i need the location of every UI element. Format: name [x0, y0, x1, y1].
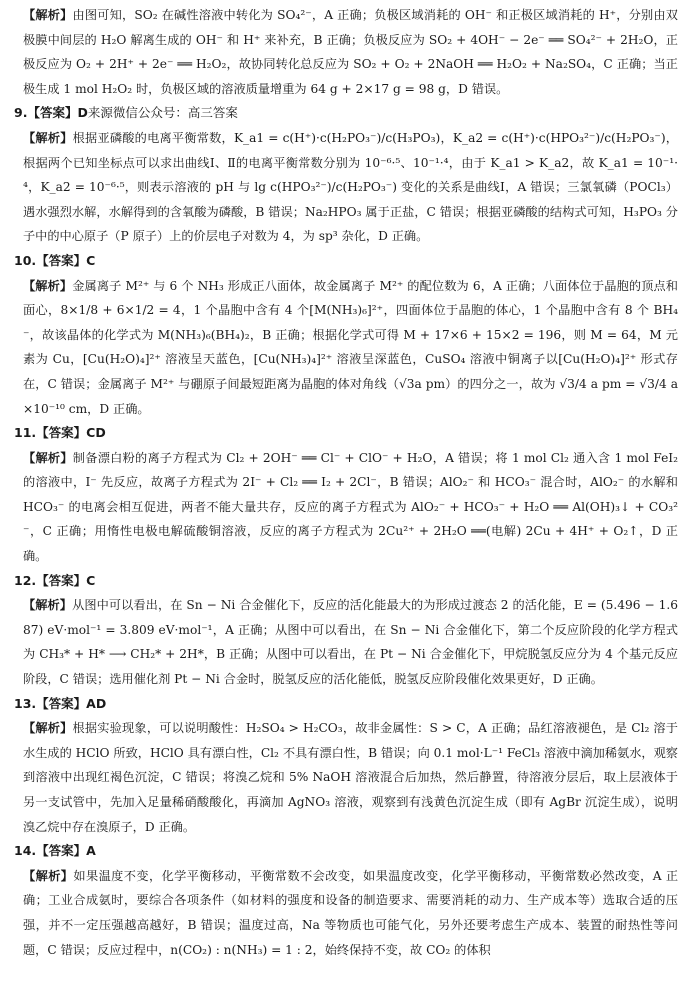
answer-value: CD: [86, 425, 106, 441]
question-number: 14.: [14, 843, 37, 859]
answer-line: [14, 839, 678, 864]
explanation-tag: 【解析】: [23, 721, 73, 736]
answer-tag: 【答案】: [27, 105, 78, 121]
explanation-tag: 【解析】: [23, 598, 73, 613]
answer-value: D: [77, 105, 88, 121]
question-number: 10.: [14, 252, 37, 268]
explanation-text: 根据亚磷酸的电离平衡常数，K_a1 = c(H⁺)·c(H₂PO₃⁻)/c(H₃PO₃)，K_a2 = c(H⁺)·c(HPO₃²⁻)/c(H₂PO₃⁻)，根据两个已知坐标点可以求出曲线Ⅰ、Ⅱ的电离平衡常数分别为 10⁻⁶·⁵、10⁻¹·⁴，由于 K_a1 > K_a2，故 K_a1 = 10⁻¹·⁴，K_a2 = 10⁻⁶·⁵，则表示溶液的 pH 与 lg c(HPO₃²⁻)/c(H₂PO₃⁻) 变化的关系是曲线Ⅰ，A 错误；三氯氧磷（POCl₃）遇水强烈水解，水解得到的含氧酸为磷酸，B 错误；Na₂HPO₃ 属于正盐，C 错误；根据亚磷酸的结构式可知，H₃PO₃ 分子中的中心原子（P 原子）上的价层电子对数为 4，为 sp³ 杂化，D 正确。: [23, 130, 678, 244]
answer-value: A: [86, 843, 96, 859]
explanation-tag: 【解析】: [23, 8, 73, 22]
answer-line: [14, 249, 678, 274]
question-number: 13.: [14, 695, 37, 711]
question-number: 9.: [14, 105, 28, 121]
explanation-text: 从图中可以看出，在 Sn − Ni 合金催化下，反应的活化能最大的为形成过渡态 2 的活化能，E = (5.496 − 1.687) eV·mol⁻¹ = 3.809 eV·mol⁻¹，A 正确；从图中可以看出，在 Sn − Ni 合金催化下，第二个反应阶段的化学方程式为 CH₃* + H* ⟶ CH₂* + 2H*，B 正确；从图中可以看出，在 Pt − Ni 合金催化下，甲烷脱氢反应分为 4 个基元反应阶段，C 错误；选用催化剂 Pt − Ni 合金时，脱氢反应的活化能低，脱氢反应阶段催化效果更好，D 正确。: [23, 598, 678, 687]
explanation-tag: 【解析】: [23, 868, 74, 883]
explanation-text: 由图可知，SO₂ 在碱性溶液中转化为 SO₄²⁻，A 正确；负极区域消耗的 OH⁻ 和正极区域消耗的 H⁺，分别由双极膜中间层的 H₂O 解离生成的 OH⁻ 和 H⁺ 来补充，B 正确；负极反应为 SO₂ + 4OH⁻ − 2e⁻ ══ SO₄²⁻ + 2H₂O，正极反应为 O₂ + 2H⁺ + 2e⁻ ══ H₂O₂，故协同转化总反应为 SO₂ + O₂ + 2NaOH ══ H₂O₂ + Na₂SO₄，C 正确；当正极生成 1 mol H₂O₂ 时，负极区域的溶液质量增重为 64 g + 2×17 g = 98 g，D 错误。: [23, 8, 678, 96]
answer-line: [14, 421, 678, 446]
explanation-text: 金属离子 M²⁺ 与 6 个 NH₃ 形成正八面体，故金属离子 M²⁺ 的配位数为 6，A 正确；八面体位于晶胞的顶点和面心，8×1/8 + 6×1/2 = 4，1 个晶胞中含有 4 个[M(NH₃)₆]²⁺，四面体位于晶胞的体心，1 个晶胞中含有 8 个 BH₄⁻，故该晶体的化学式为 M(NH₃)₆(BH₄)₂，B 正确；根据化学式可得 M + 17×6 + 15×2 = 196，则 M = 64，M 元素为 Cu，[Cu(H₂O)₄]²⁺ 溶液呈天蓝色，[Cu(NH₃)₄]²⁺ 溶液呈深蓝色，CuSO₄ 溶液中铜离子以[Cu(H₂O)₄]²⁺ 形式存在，C 错误；金属离子 M²⁺ 与硼原子间最短距离为晶胞的体对角线（√3a pm）的四分之一，故为 √3/4 a pm = √3/4 a×10⁻¹⁰ cm，D 正确。: [23, 278, 678, 416]
explanation-paragraph: [14, 274, 678, 422]
question-number: 11.: [14, 425, 37, 441]
answer-tag: 【答案】: [36, 695, 87, 711]
explanation-tag: 【解析】: [23, 278, 73, 293]
explanation-paragraph: [14, 593, 678, 691]
explanation-paragraph: [14, 446, 678, 569]
answer-value: C: [86, 252, 96, 268]
answer-line: [14, 692, 678, 717]
source-note: 来源微信公众号：高三答案: [87, 105, 238, 121]
answer-tag: 【答案】: [36, 425, 87, 441]
explanation-paragraph: [14, 126, 678, 249]
answer-tag: 【答案】: [36, 252, 87, 268]
answer-value: C: [86, 572, 96, 588]
explanation-paragraph: [14, 3, 678, 101]
answer-line: [14, 569, 678, 594]
explanation-tag: 【解析】: [23, 450, 73, 465]
explanation-paragraph: [14, 864, 678, 962]
question-number: 12.: [14, 572, 37, 588]
explanation-text: 制备漂白粉的离子方程式为 Cl₂ + 2OH⁻ ══ Cl⁻ + ClO⁻ + H₂O，A 错误；将 1 mol Cl₂ 通入含 1 mol FeI₂ 的溶液中，I⁻ 先反应，故离子方程式为 2I⁻ + Cl₂ ══ I₂ + 2Cl⁻，B 错误；AlO₂⁻ 和 HCO₃⁻ 混合时，AlO₂⁻ 的水解和 HCO₃⁻ 的电离会相互促进，两者不能大量共存，反应的离子方程式为 AlO₂⁻ + HCO₃⁻ + H₂O ══ Al(OH)₃↓ + CO₃²⁻，C 正确；用惰性电极电解硫酸铜溶液，反应的离子方程式为 2Cu²⁺ + 2H₂O ══(电解) 2Cu + 4H⁺ + O₂↑，D 正确。: [23, 450, 678, 564]
answer-value: AD: [86, 695, 107, 711]
explanation-text: 如果温度不变，化学平衡移动，平衡常数不会改变，如果温度改变，化学平衡移动，平衡常数必然改变，A 正确；工业合成氨时，要综合各项条件（如材料的强度和设备的制造要求、需要消耗的动力、生产成本等）选取合适的压强，并不一定压强越高越好，B 错误；温度过高，Na 等物质也可能气化，另外还要考虑生产成本、装置的耐热性等问题，C 错误；反应过程中，n(CO₂) : n(NH₃) = 1 : 2，始终保持不变，故 CO₂ 的体积: [23, 868, 679, 957]
explanation-paragraph: [14, 716, 678, 839]
answer-tag: 【答案】: [36, 843, 87, 859]
explanation-tag: 【解析】: [23, 130, 73, 145]
explanation-text: 根据实验现象，可以说明酸性：H₂SO₄ > H₂CO₃，故非金属性：S > C，A 正确；品红溶液褪色，是 Cl₂ 溶于水生成的 HClO 所致，HClO 具有漂白性，Cl₂ 不具有漂白性，B 错误；向 0.1 mol·L⁻¹ FeCl₃ 溶液中滴加稀氨水，观察到溶液中出现红褐色沉淀，C 错误；将溴乙烷和 5% NaOH 溶液混合后加热，然后静置，待溶液分层后，取上层液体于另一支试管中，先加入足量稀硝酸酸化，再滴加 AgNO₃ 溶液，观察到有浅黄色沉淀生成（即有 AgBr 沉淀生成），说明溴乙烷中存在溴原子，D 正确。: [23, 721, 678, 834]
answer-line: [14, 101, 678, 126]
answer-tag: 【答案】: [36, 572, 87, 588]
